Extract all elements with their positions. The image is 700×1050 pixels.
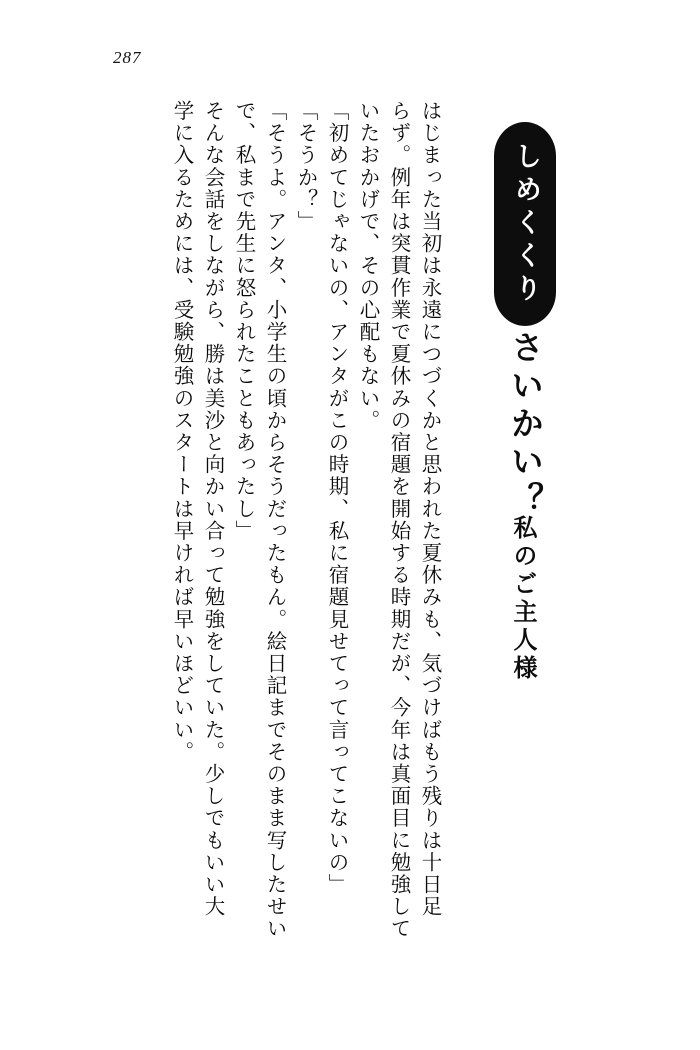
body-column: 「そうよ。アンタ、小学生の頃からそうだったもん。絵日記までそのまま写したせい bbox=[263, 100, 287, 940]
body-column: 学に入るためには、受験勉強のスタートは早ければ早いほどいい。 bbox=[170, 100, 194, 763]
chapter-banner bbox=[494, 122, 556, 326]
body-column: らず。例年は突貫作業で夏休みの宿題を開始する時期だが、今年は真面目に勉強して bbox=[387, 100, 411, 940]
chapter-title: さいかい？ bbox=[506, 330, 545, 520]
body-column: で、私まで先生に怒られたこともあったし」 bbox=[232, 100, 256, 542]
chapter-banner-label: しめくくり bbox=[510, 141, 541, 307]
body-text bbox=[166, 100, 445, 960]
body-column: はじまった当初は永遠につづくかと思われた夏休みも、気づけばもう残りは十日足 bbox=[418, 100, 442, 918]
body-column: いたおかげで、その心配もない。 bbox=[356, 100, 380, 432]
chapter-subtitle: 私のご主人様 bbox=[509, 515, 537, 683]
body-column: そんな会話をしながら、勝は美沙と向かい合って勉強をしていた。少しでもいい大 bbox=[201, 100, 225, 918]
page-number: 287 bbox=[113, 48, 142, 67]
body-column: 「初めてじゃないの、アンタがこの時期、私に宿題見せてって言ってこないの」 bbox=[325, 100, 349, 896]
body-column: 「そうか？」 bbox=[294, 100, 318, 233]
